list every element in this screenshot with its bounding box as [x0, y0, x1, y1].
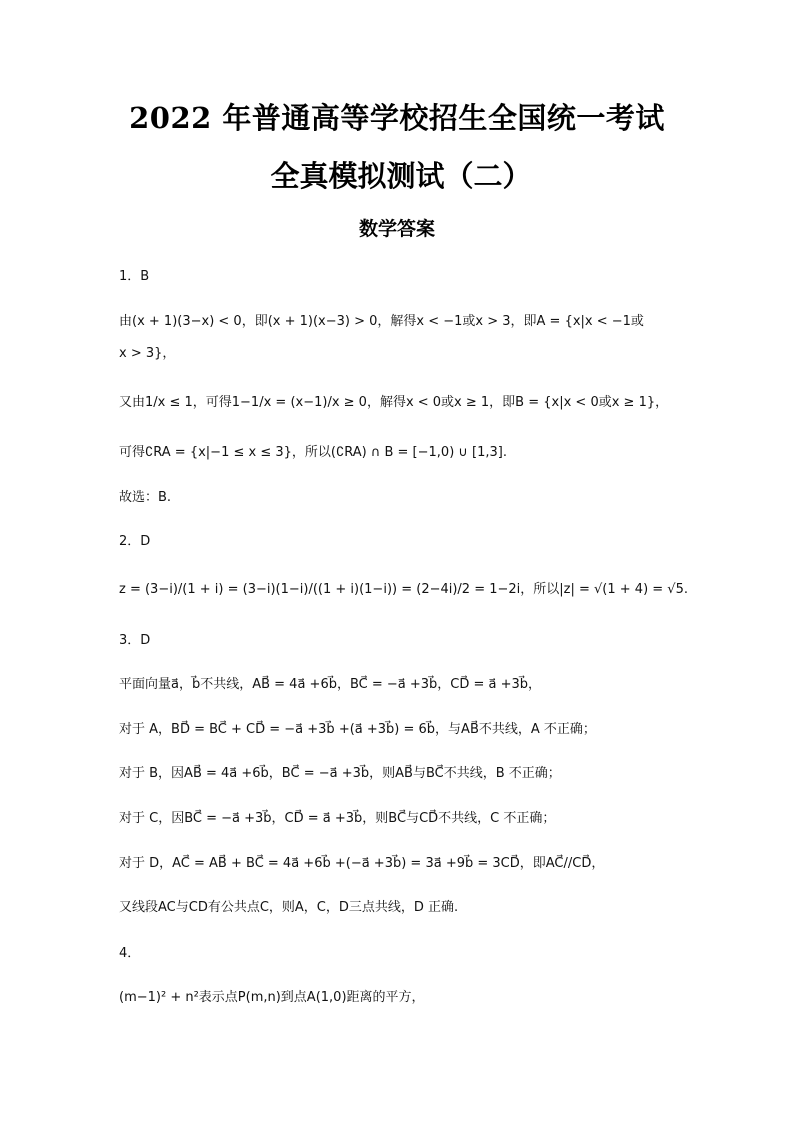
solution-line: 平面向量a⃗，b⃗不共线，AB⃗ = 4a⃗ +6b⃗，BC⃗ = −a⃗ +3b⃗，CD⃗ = a⃗ +3b⃗，: [119, 677, 542, 692]
answer-2-label: 2．D: [119, 534, 151, 549]
solution-line: x > 3}，: [119, 346, 176, 361]
solution-line: 故选：B.: [119, 490, 172, 505]
solution-line: z = (3−i)/(1 + i) = (3−i)(1−i)/((1 + i)(1−i)) = (2−4i)/2 = 1−2i，所以|z| = √(1 + 4) = √5.: [119, 582, 688, 597]
solution-line: 对于 C，因BC⃗ = −a⃗ +3b⃗，CD⃗ = a⃗ +3b⃗，则BC⃗与CD⃗不共线，C 不正确；: [119, 811, 556, 826]
solution-line: 由(x + 1)(3−x) < 0，即(x + 1)(x−3) > 0，解得x < −1或x > 3，即A = {x|x < −1或: [119, 314, 644, 329]
answer-heading: 数学答案: [358, 218, 435, 240]
solution-line: 又线段AC与CD有公共点C，则A，C，D三点共线，D 正确.: [119, 900, 459, 915]
solution-line: 可得∁RA = {x|−1 ≤ x ≤ 3}，所以(∁RA) ∩ B = [−1,0) ∪ [1,3].: [119, 445, 507, 460]
answer-3-label: 3．D: [119, 633, 151, 648]
solution-line: 对于 D，AC⃗ = AB⃗ + BC⃗ = 4a⃗ +6b⃗ +(−a⃗ +3b⃗) = 3a⃗ +9b⃗ = 3CD⃗，即AC⃗//CD⃗，: [119, 856, 605, 871]
solution-line: 又由1/x ≤ 1，可得1−1/x = (x−1)/x ≥ 0，解得x < 0或x ≥ 1，即B = {x|x < 0或x ≥ 1}，: [119, 395, 669, 410]
solution-line: 对于 A，BD⃗ = BC⃗ + CD⃗ = −a⃗ +3b⃗ +(a⃗ +3b⃗) = 6b⃗，与AB⃗不共线，A 不正确；: [119, 722, 596, 737]
answer-4-label: 4．: [119, 946, 141, 961]
solution-line: 对于 B，因AB⃗ = 4a⃗ +6b⃗，BC⃗ = −a⃗ +3b⃗，则AB⃗与BC⃗不共线，B 不正确；: [119, 766, 561, 781]
answer-1-label: 1．B: [119, 269, 150, 284]
exam-subtitle: 全真模拟测试（二）: [270, 159, 532, 193]
exam-title: 2022 年普通高等学校招生全国统一考试: [129, 101, 665, 135]
solution-line: (m−1)² + n²表示点P(m,n)到点A(1,0)距离的平方，: [119, 990, 425, 1005]
